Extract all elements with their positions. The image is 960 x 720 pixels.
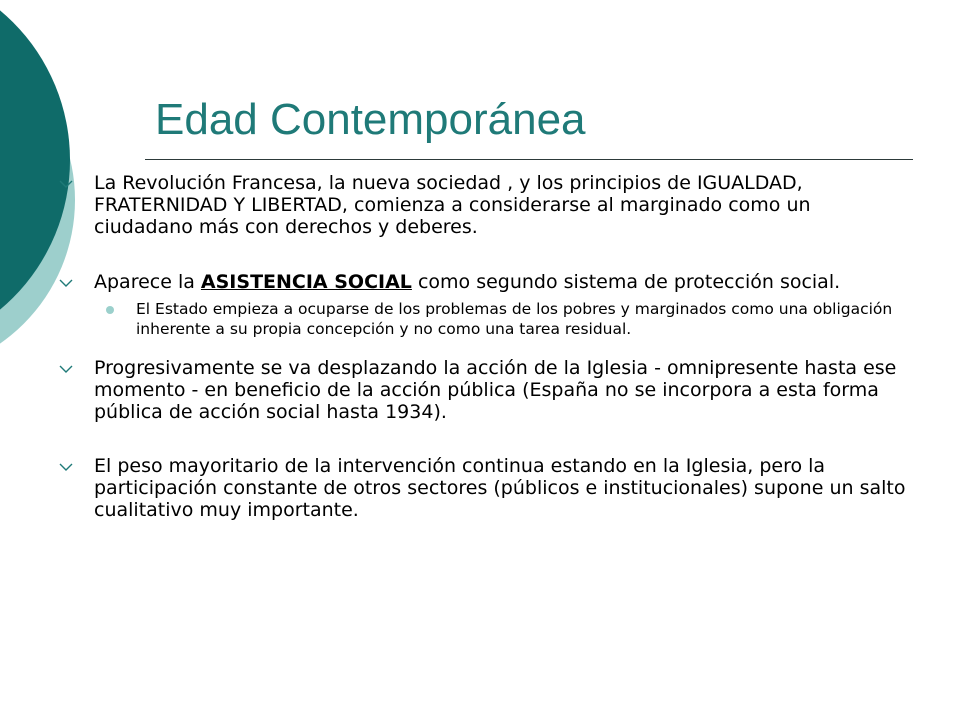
bullet-text-after: como segundo sistema de protección social. [411, 271, 841, 293]
bullet-text: Progresivamente se va desplazando la acción de la Iglesia - omnipresente hasta ese momento - en beneficio de la acción pública (España no se incorpora a esta forma pública de acción social hasta 1934). [94, 357, 897, 423]
round-bullet-icon [106, 306, 114, 314]
bullet-item-2 [58, 271, 908, 293]
bullet-item-1 [58, 172, 908, 238]
open-square-bullet-icon [58, 274, 74, 290]
bullet-text-before: Aparece la [94, 271, 201, 293]
bullet-text: El peso mayoritario de la intervención continua estando en la Iglesia, pero la participación constante de otros sectores (públicos e institucionales) supone un salto cualitativo muy importante. [94, 455, 906, 521]
title-divider [145, 159, 913, 160]
open-square-bullet-icon [58, 175, 74, 191]
bullet-item-4 [58, 455, 908, 521]
bullet-item-3 [58, 357, 908, 423]
emphasis-text: ASISTENCIA SOCIAL [200, 271, 412, 293]
open-square-bullet-icon [58, 360, 74, 376]
bullet-text: La Revolución Francesa, la nueva sociedad , y los principios de IGUALDAD, FRATERNIDAD Y LIBERTAD, comienza a considerarse al marginado como un ciudadano más con derechos y deberes. [94, 172, 811, 238]
bullet-list [58, 172, 908, 521]
open-square-bullet-icon [58, 458, 74, 474]
sub-bullet-item [58, 299, 908, 339]
sub-bullet-text: El Estado empieza a ocuparse de los problemas de los pobres y marginados como una obligación inherente a su propia concepción y no como una tarea residual. [136, 300, 893, 338]
slide-title: Edad Contemporánea [155, 95, 586, 144]
